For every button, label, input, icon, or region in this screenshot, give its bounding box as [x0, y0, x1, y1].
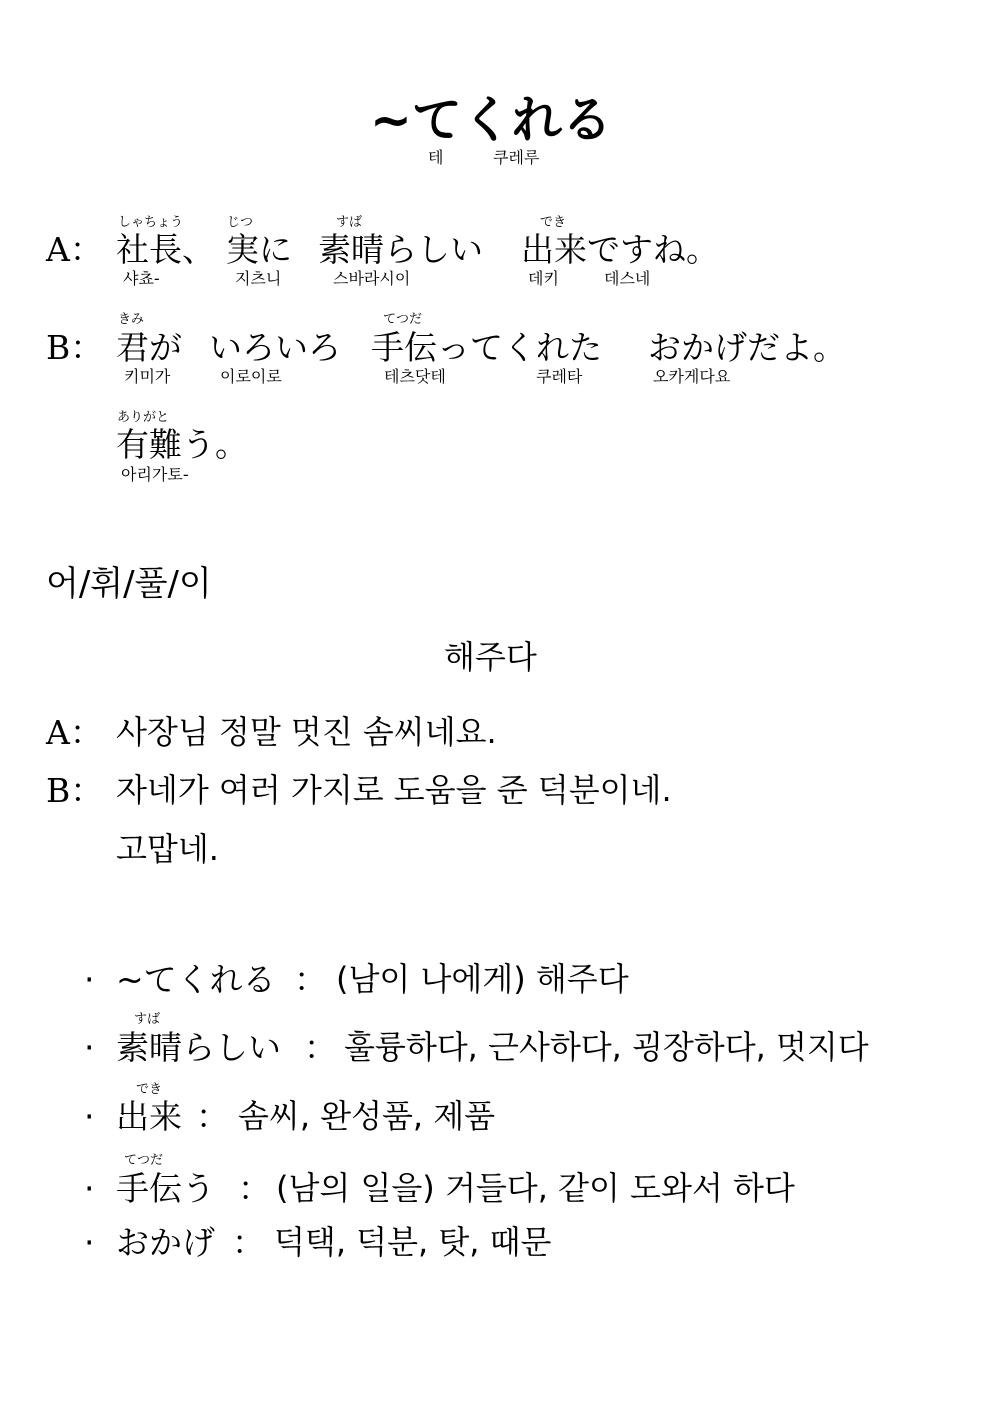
dialogue-b-segment: 君が [116, 328, 182, 367]
vocab-furigana: でき [136, 1082, 163, 1097]
furigana-arigato: ありがと [117, 410, 170, 425]
furigana-tetsuda: てつだ [383, 312, 423, 327]
pron-b: 아리가토- [121, 465, 189, 484]
vocab-meaning: 훌륭하다, 근사하다, 굉장하다, 멋지다 [344, 1028, 869, 1066]
translation-heading: 해주다 [444, 638, 537, 676]
pron-a: 스바라시이 [333, 269, 411, 288]
dialogue-a-segment: 素晴らしい [318, 230, 483, 269]
speaker-b-label: B： [46, 328, 104, 367]
translation-b: 자네가 여러 가지로 도움을 준 덕분이네. [116, 771, 672, 809]
furigana-kimi: きみ [118, 312, 145, 327]
vocab-separator: ： [196, 1097, 229, 1136]
vocab-furigana: すば [134, 1012, 161, 1027]
dialogue-b-segment: いろいろ [209, 328, 341, 367]
vocab-separator: ： [238, 1169, 271, 1208]
title-pron-te: 테 [428, 148, 444, 167]
translation-a: 사장님 정말 멋진 솜씨네요. [116, 713, 497, 751]
vocab-meaning: 덕택, 덕분, 탓, 때문 [274, 1223, 552, 1261]
pron-b: 테츠닷테 [384, 367, 446, 386]
speaker-a-label: A： [46, 230, 103, 269]
vocab-bullet: · [84, 1097, 95, 1136]
furigana-jitsu: じつ [227, 215, 254, 230]
speaker-b-label: B： [46, 771, 104, 810]
vocab-bullet: · [84, 1169, 95, 1208]
vocab-term: おかげ [116, 1223, 215, 1262]
vocab-separator: ： [304, 1028, 337, 1067]
dialogue-b-segment: 手伝ってくれた [371, 328, 602, 367]
pron-b: 쿠레타 [536, 367, 583, 386]
page-title: ~てくれる [370, 91, 612, 149]
pron-a: 지츠니 [235, 269, 282, 288]
furigana-shachou: しゃちょう [118, 215, 184, 230]
vocab-separator: ： [294, 960, 327, 999]
vocab-bullet: · [84, 960, 95, 999]
vocab-heading: 어/휘/풀/이 [46, 564, 212, 604]
title-pron-kureru: 쿠레루 [493, 148, 540, 167]
dialogue-b-segment: 有難う。 [116, 425, 248, 464]
dialogue-a-segment: 社長、 [116, 230, 215, 269]
vocab-term: ~てくれる [116, 960, 276, 999]
furigana-suba: すば [336, 215, 363, 230]
dialogue-a-segment: 実に [226, 230, 292, 269]
pron-a: 데키 [528, 269, 559, 288]
speaker-a-label: A： [46, 713, 103, 752]
vocab-bullet: · [84, 1028, 95, 1067]
vocab-term: 手伝う [116, 1169, 215, 1208]
translation-b-cont: 고맙네. [116, 830, 219, 868]
dialogue-b-segment: おかげだよ。 [648, 328, 846, 367]
vocab-term: 出来 [116, 1097, 182, 1136]
vocab-separator: ： [232, 1223, 265, 1262]
vocab-meaning: 솜씨, 완성품, 제품 [238, 1097, 496, 1135]
pron-b: 오카게다요 [653, 367, 731, 386]
vocab-term: 素晴らしい [116, 1028, 281, 1067]
pron-b: 이로이로 [220, 367, 282, 386]
vocab-meaning: (남의 일을) 거들다, 같이 도와서 하다 [276, 1169, 795, 1207]
vocab-furigana: てつだ [124, 1153, 164, 1168]
vocab-meaning: (남이 나에게) 해주다 [336, 960, 629, 998]
pron-a: 샤쵸- [123, 269, 160, 288]
pron-a: 데스네 [604, 269, 651, 288]
furigana-deki: でき [540, 215, 567, 230]
pron-b: 키미가 [124, 367, 171, 386]
vocab-bullet: · [84, 1223, 95, 1262]
dialogue-a-segment: 出来ですね。 [521, 230, 719, 269]
